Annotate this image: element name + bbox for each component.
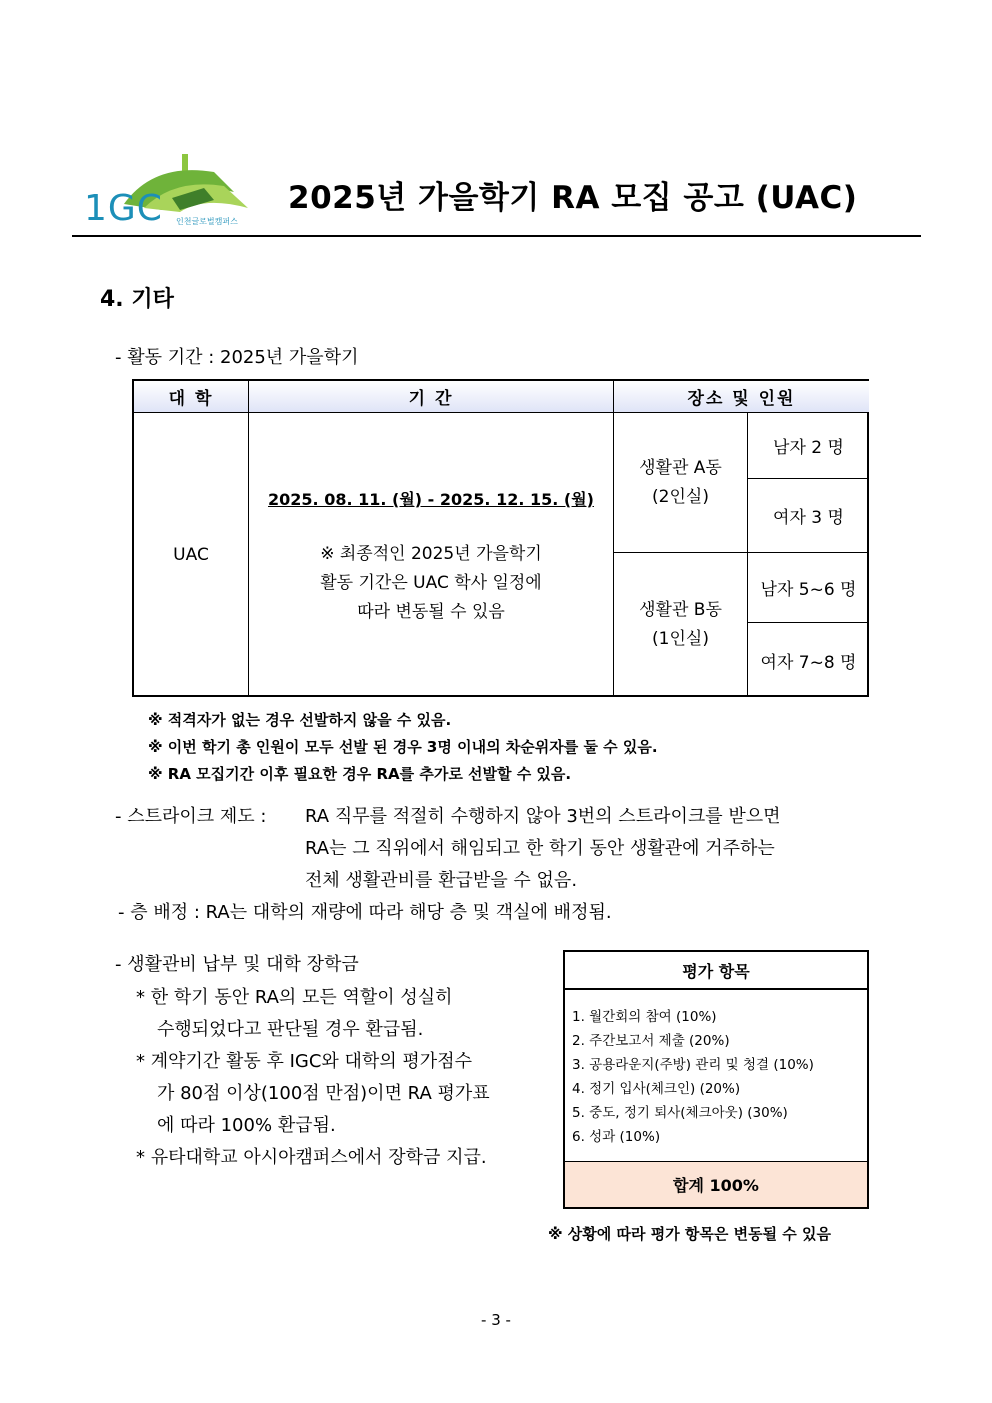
building-b-name: 생활관 B동	[639, 600, 722, 620]
building-b-female: 여자 7~8 명	[760, 652, 857, 673]
recruitment-table	[132, 379, 869, 697]
header-period: 기 간	[249, 381, 613, 412]
fee-line: 수행되었다고 판단될 경우 환급됨.	[157, 1019, 424, 1040]
fee-line: * 한 학기 동안 RA의 모든 역할이 성실히	[136, 987, 453, 1008]
note-line: ※ RA 모집기간 이후 필요한 경우 RA를 추가로 선발할 수 있음.	[148, 765, 572, 783]
evaluation-item: 4. 정기 입사(체크인) (20%)	[572, 1081, 741, 1097]
strike-line: RA 직무를 적절히 수행하지 않아 3번의 스트라이크를 받으면	[305, 806, 781, 827]
note-line: ※ 적격자가 없는 경우 선발하지 않을 수 있음.	[148, 711, 452, 729]
building-b-cell	[614, 553, 747, 697]
period-note-line: 따라 변동될 수 있음	[357, 601, 505, 622]
date-range: 2025. 08. 11. (월) - 2025. 12. 15. (월)	[268, 489, 594, 509]
evaluation-item: 6. 성과 (10%)	[572, 1129, 661, 1145]
building-a-male: 남자 2 명	[773, 438, 844, 458]
fee-title: - 생활관비 납부 및 대학 장학금	[115, 954, 359, 975]
building-a-female: 여자 3 명	[773, 508, 844, 528]
igc-logo	[84, 152, 256, 230]
fee-line: 에 따라 100% 환급됨.	[157, 1115, 336, 1136]
logo-subtext: 인천글로벌캠퍼스	[176, 217, 238, 226]
building-a-room: (2인실)	[652, 486, 709, 507]
evaluation-list	[572, 1005, 814, 1149]
logo-text: 1GC	[84, 188, 163, 229]
header-location: 장소 및 인원	[614, 381, 869, 412]
evaluation-item: 1. 월간회의 참여 (10%)	[572, 1009, 717, 1025]
note-line: ※ 이번 학기 총 인원이 모두 선발 된 경우 3명 이내의 차순위자를 둘 수 있음.	[148, 738, 658, 756]
fee-line: * 유타대학교 아시아캠퍼스에서 장학금 지급.	[136, 1147, 487, 1168]
period-note	[249, 537, 613, 629]
strike-line: RA는 그 직위에서 해임되고 한 학기 동안 생활관에 거주하는	[305, 838, 775, 859]
building-a-cell	[614, 413, 747, 552]
strike-label: - 스트라이크 제도 :	[115, 806, 267, 827]
floor-assignment: - 층 배정 : RA는 대학의 재량에 따라 해당 층 및 객실에 배정됨.	[118, 902, 612, 923]
building-a-name: 생활관 A동	[639, 457, 722, 478]
evaluation-footnote: ※ 상황에 따라 평가 항목은 변동될 수 있음	[548, 1225, 831, 1243]
header-university: 대 학	[134, 381, 248, 412]
evaluation-table	[563, 950, 869, 1209]
period-note-line: ※ 최종적인 2025년 가을학기	[320, 543, 542, 564]
document-title: 2025년 가을학기 RA 모집 공고 (UAC)	[288, 180, 858, 216]
fee-line: * 계약기간 활동 후 IGC와 대학의 평가점수	[136, 1051, 472, 1072]
university-cell: UAC	[173, 545, 209, 565]
building-b-room: (1인실)	[652, 629, 709, 649]
evaluation-item: 2. 주간보고서 제출 (20%)	[572, 1033, 730, 1049]
evaluation-title: 평가 항목	[565, 952, 867, 990]
evaluation-item: 5. 중도, 정기 퇴사(체크아웃) (30%)	[572, 1105, 788, 1121]
section-title: 4. 기타	[100, 287, 174, 312]
date-range-cell	[249, 481, 613, 515]
strike-line: 전체 생활관비를 환급받을 수 없음.	[305, 870, 578, 891]
activity-period: - 활동 기간 : 2025년 가을학기	[115, 347, 359, 368]
period-note-line: 활동 기간은 UAC 학사 일정에	[320, 572, 542, 593]
evaluation-total: 합계 100%	[565, 1161, 867, 1207]
page-number: - 3 -	[481, 1311, 511, 1329]
evaluation-item: 3. 공용라운지(주방) 관리 및 청결 (10%)	[572, 1057, 814, 1073]
header-divider	[72, 235, 921, 237]
building-b-male: 남자 5~6 명	[760, 580, 857, 600]
fee-line: 가 80점 이상(100점 만점)이면 RA 평가표	[157, 1083, 490, 1104]
